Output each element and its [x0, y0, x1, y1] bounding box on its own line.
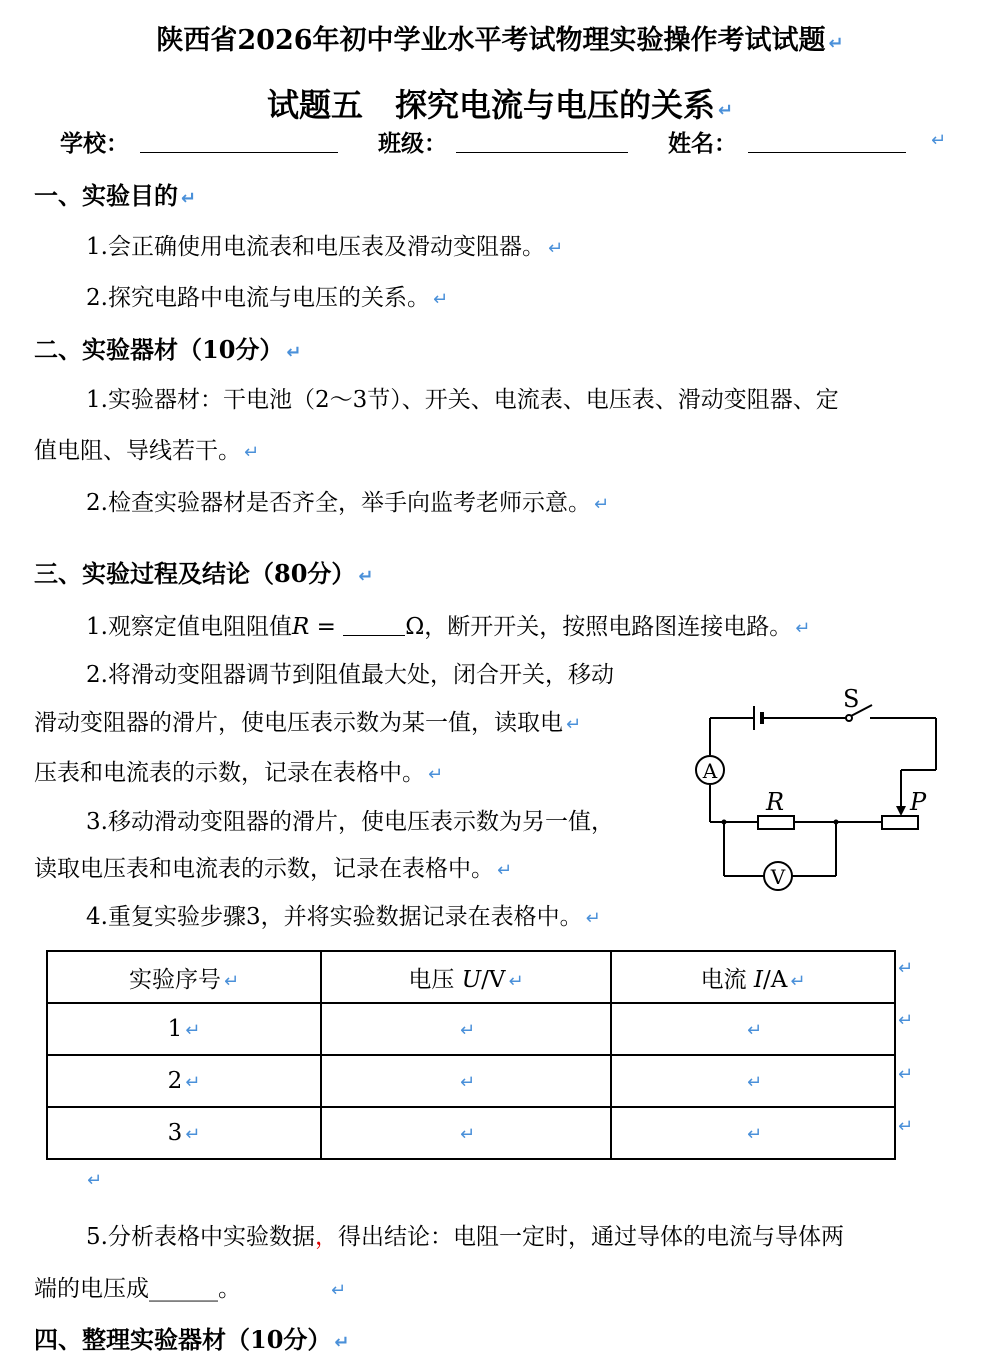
procedure-step-3-line-2: 读取电压表和电流表的示数，记录在表格中。 ↵	[34, 856, 513, 882]
voltage-cell[interactable]	[321, 1003, 611, 1055]
paragraph-mark-icon: ↵	[358, 566, 374, 587]
exam-title: 陕西省2026年初中学业水平考试物理实验操作考试试题 ↵	[156, 25, 844, 56]
class-label: 班级：	[378, 130, 447, 157]
paragraph-mark-icon: ↵	[508, 970, 524, 992]
paragraph-mark-icon: ↵	[931, 130, 947, 151]
section-heading-cleanup: 四、整理实验器材（10分） ↵	[34, 1325, 350, 1354]
voltmeter-label: V	[770, 865, 786, 889]
paragraph-mark-icon: ↵	[790, 970, 806, 992]
paragraph-mark-icon: ↵	[898, 1064, 914, 1085]
name-field[interactable]	[748, 125, 906, 153]
procedure-step-2-line-2: 滑动变阻器的滑片，使电压表示数为某一值，读取电 ↵	[34, 710, 582, 736]
paragraph-mark-icon: ↵	[459, 1072, 476, 1093]
class-field[interactable]	[456, 125, 628, 153]
paragraph-mark-icon: ↵	[795, 618, 811, 639]
paragraph-mark-icon: ↵	[898, 958, 914, 979]
slider-label: P	[910, 788, 927, 816]
paragraph-mark-icon: ↵	[898, 1116, 914, 1137]
school-label: 学校：	[60, 130, 129, 157]
procedure-step-1: 1.观察定值电阻阻值R = Ω，断开开关，按照电路图连接电路。 ↵	[86, 614, 811, 640]
paragraph-mark-icon: ↵	[223, 970, 240, 992]
resistor-icon	[758, 816, 794, 829]
trial-number-cell: 1 ↵	[47, 1003, 321, 1055]
paragraph-mark-icon: ↵	[459, 1124, 476, 1145]
table-row	[47, 1055, 895, 1107]
current-cell[interactable]	[611, 1003, 895, 1055]
paragraph-mark-icon: ↵	[185, 1124, 201, 1145]
rheostat-icon	[882, 816, 918, 829]
paragraph-mark-icon: ↵	[828, 33, 844, 54]
purpose-item-2: 2.探究电路中电流与电压的关系。 ↵	[86, 285, 449, 311]
paragraph-mark-icon: ↵	[717, 100, 734, 121]
switch-label: S	[843, 685, 860, 713]
paragraph-mark-icon: ↵	[746, 1124, 763, 1145]
paragraph-mark-icon: ↵	[898, 1010, 914, 1031]
section-heading-purpose: 一、实验目的 ↵	[34, 181, 197, 210]
voltage-cell[interactable]	[321, 1055, 611, 1107]
current-cell[interactable]	[611, 1055, 895, 1107]
equipment-item-2: 2.检查实验器材是否齐全，举手向监考老师示意。 ↵	[86, 490, 610, 516]
slider-arrow-icon	[896, 806, 906, 816]
header-voltage: 电压 U/V ↵	[321, 951, 611, 1003]
current-cell[interactable]	[611, 1107, 895, 1159]
paragraph-mark-icon: ↵	[585, 908, 601, 929]
paragraph-mark-icon: ↵	[593, 494, 610, 515]
paragraph-mark-icon: ↵	[428, 764, 444, 785]
table-row	[47, 1003, 895, 1055]
procedure-step-3-line-1: 3.移动滑动变阻器的滑片，使电压表示数为另一值，	[86, 809, 614, 835]
table-header-row	[47, 951, 895, 1003]
circuit-diagram	[688, 680, 948, 895]
procedure-step-4: 4.重复实验步骤3，并将实验数据记录在表格中。 ↵	[86, 904, 601, 930]
equipment-item-1-line-2: 值电阻、导线若干。 ↵	[34, 438, 260, 464]
paragraph-mark-icon: ↵	[566, 714, 582, 735]
procedure-step-5-line-1: 5.分析表格中实验数据，得出结论：电阻一定时，通过导体的电流与导体两	[86, 1224, 844, 1250]
paragraph-mark-icon: ↵	[334, 1332, 350, 1353]
exam-subtitle: 试题五 探究电流与电压的关系 ↵	[266, 86, 734, 124]
ammeter-label: A	[702, 759, 718, 783]
junction-dot	[722, 820, 727, 825]
paragraph-mark-icon: ↵	[286, 342, 302, 363]
paragraph-mark-icon: ↵	[746, 1020, 763, 1041]
paragraph-mark-icon: ↵	[432, 289, 449, 310]
equipment-item-1-line-1: 1.实验器材：干电池（2～3节）、开关、电流表、电压表、滑动变阻器、定	[86, 387, 839, 413]
paragraph-mark-icon: ↵	[87, 1170, 103, 1191]
procedure-step-5-line-2: 端的电压成______。 ↵	[34, 1276, 347, 1302]
data-table	[46, 950, 896, 1160]
header-current: 电流 I/A ↵	[611, 951, 895, 1003]
paragraph-mark-icon: ↵	[185, 1072, 201, 1093]
paragraph-mark-icon: ↵	[497, 860, 513, 881]
resistor-label: R	[766, 788, 785, 816]
name-label: 姓名：	[668, 130, 737, 157]
paragraph-mark-icon: ↵	[185, 1020, 201, 1041]
procedure-step-2-line-3: 压表和电流表的示数，记录在表格中。 ↵	[34, 760, 444, 786]
school-field[interactable]	[140, 125, 338, 153]
paragraph-mark-icon: ↵	[244, 442, 260, 463]
trial-number-cell: 3 ↵	[47, 1107, 321, 1159]
section-heading-equipment: 二、实验器材（10分） ↵	[34, 335, 302, 364]
procedure-step-2-line-1: 2.将滑动变阻器调节到阻值最大处，闭合开关，移动	[86, 662, 614, 688]
paragraph-mark-icon: ↵	[459, 1020, 476, 1041]
paragraph-mark-icon: ↵	[181, 188, 197, 209]
resistance-blank[interactable]	[343, 613, 405, 636]
voltage-cell[interactable]	[321, 1107, 611, 1159]
paragraph-mark-icon: ↵	[331, 1280, 347, 1301]
junction-dot	[834, 820, 839, 825]
table-row	[47, 1107, 895, 1159]
resistance-symbol: R	[291, 614, 310, 640]
paragraph-mark-icon: ↵	[547, 238, 564, 259]
purpose-item-1: 1.会正确使用电流表和电压表及滑动变阻器。 ↵	[86, 234, 564, 260]
trial-number-cell: 2 ↵	[47, 1055, 321, 1107]
section-heading-procedure: 三、实验过程及结论（80分） ↵	[34, 559, 374, 588]
header-trial-number: 实验序号 ↵	[47, 951, 321, 1003]
paragraph-mark-icon: ↵	[746, 1072, 763, 1093]
